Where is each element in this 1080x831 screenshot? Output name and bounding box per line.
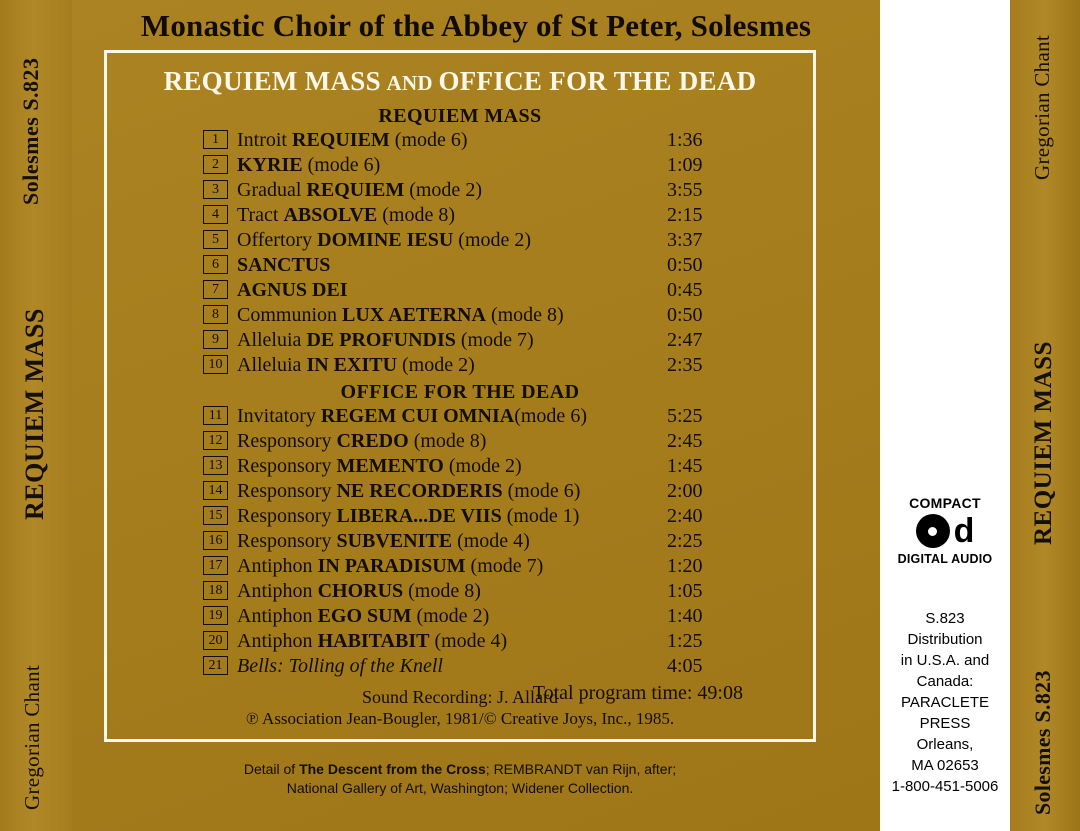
track-duration: 1:05 [667, 580, 703, 602]
track-row [107, 354, 813, 379]
track-title: Antiphon CHORUS (mode 8) [237, 580, 481, 602]
track-number: 13 [203, 456, 228, 475]
track-title: Responsory SUBVENITE (mode 4) [237, 530, 530, 552]
credit-sound-recording: Sound Recording: J. Allard [362, 687, 558, 707]
track-row [107, 129, 813, 154]
tracklist-frame [104, 50, 816, 742]
album-title-main: REQUIEM MASS [163, 66, 381, 96]
track-row [107, 229, 813, 254]
right-spine [1010, 0, 1080, 831]
artwork-artist: ; REMBRANDT van Rijn, after; [485, 761, 677, 777]
distribution-line4: PARACLETE [900, 694, 990, 711]
left-spine-genre: Gregorian Chant [20, 664, 44, 810]
track-number: 8 [203, 305, 228, 324]
track-title: Antiphon HABITABIT (mode 4) [237, 630, 508, 652]
artwork-title: The Descent from the Cross [299, 761, 486, 777]
track-row [107, 480, 813, 505]
cd-disc-icon [880, 512, 1010, 550]
track-number: 14 [203, 481, 228, 500]
track-title: Invitatory REGEM CUI OMNIA(mode 6) [237, 405, 587, 427]
track-row [107, 204, 813, 229]
track-row [107, 555, 813, 580]
tracklist [107, 103, 813, 705]
track-row [107, 655, 813, 680]
track-title: Bells: Tolling of the Knell [237, 655, 443, 677]
track-row [107, 154, 813, 179]
track-title: Offertory DOMINE IESU (mode 2) [237, 229, 532, 251]
track-number: 21 [203, 656, 228, 675]
track-row [107, 530, 813, 555]
track-number: 9 [203, 330, 228, 349]
artwork-detail [104, 760, 816, 798]
cd-compact-label: COMPACT [909, 495, 981, 511]
track-duration: 2:00 [667, 480, 703, 502]
track-number: 4 [203, 205, 228, 224]
track-duration: 2:47 [667, 329, 703, 351]
track-duration: 0:50 [667, 254, 703, 276]
section-heading-office: OFFICE FOR THE DEAD [340, 381, 580, 403]
track-row [107, 279, 813, 304]
track-title: AGNUS DEI [237, 279, 348, 301]
track-row [107, 304, 813, 329]
distribution-line7: MA 02653 [911, 757, 979, 774]
left-spine-title: REQUIEM MASS [20, 308, 49, 520]
left-spine [0, 0, 72, 831]
track-duration: 2:25 [667, 530, 703, 552]
track-title: Introit REQUIEM (mode 6) [237, 129, 468, 151]
track-title: SANCTUS [237, 254, 331, 276]
track-title: Responsory MEMENTO (mode 2) [237, 455, 522, 477]
back-cover-panel [72, 0, 880, 831]
album-title-and: AND [380, 71, 439, 95]
compact-disc-logo [880, 495, 1010, 566]
right-spine-title: REQUIEM MASS [1030, 341, 1057, 545]
track-duration: 1:25 [667, 630, 703, 652]
distribution-line1: Distribution [907, 631, 983, 648]
track-number: 10 [203, 355, 228, 374]
track-row [107, 505, 813, 530]
track-row [107, 405, 813, 430]
track-title: Communion LUX AETERNA (mode 8) [237, 304, 564, 326]
track-row [107, 630, 813, 655]
distribution-phone: 1-800-451-5006 [891, 778, 999, 795]
cd-digital-audio-label: DIGITAL AUDIO [897, 552, 993, 566]
track-row [107, 605, 813, 630]
track-row [107, 179, 813, 204]
track-title: Antiphon IN PARADISUM (mode 7) [237, 555, 544, 577]
track-title: Responsory LIBERA...DE VIIS (mode 1) [237, 505, 580, 527]
right-info-panel [880, 0, 1010, 831]
track-number: 20 [203, 631, 228, 650]
track-number: 18 [203, 581, 228, 600]
distribution-line5: PRESS [919, 715, 971, 732]
section-heading-mass: REQUIEM MASS [378, 105, 542, 127]
track-number: 6 [203, 255, 228, 274]
track-duration: 2:45 [667, 430, 703, 452]
track-title: Antiphon EGO SUM (mode 2) [237, 605, 490, 627]
track-number: 5 [203, 230, 228, 249]
album-title [107, 66, 813, 97]
track-duration: 1:36 [667, 129, 703, 151]
credits [107, 687, 813, 729]
distribution-line6: Orleans, [916, 736, 974, 753]
album-title-rest: OFFICE FOR THE DEAD [438, 66, 757, 96]
artist-name: Monastic Choir of the Abbey of St Peter, Solesmes [140, 8, 812, 43]
track-number: 16 [203, 531, 228, 550]
track-duration: 5:25 [667, 405, 703, 427]
track-number: 11 [203, 406, 228, 425]
track-group-mass [107, 129, 813, 379]
track-title: KYRIE (mode 6) [237, 154, 381, 176]
track-title: Tract ABSOLVE (mode 8) [237, 204, 455, 226]
track-title: Responsory NE RECORDERIS (mode 6) [237, 480, 581, 502]
track-number: 1 [203, 130, 228, 149]
right-spine-genre: Gregorian Chant [1030, 34, 1054, 180]
track-duration: 0:45 [667, 279, 703, 301]
track-duration: 1:20 [667, 555, 703, 577]
distribution-line2: in U.S.A. and [900, 652, 990, 669]
track-duration: 1:40 [667, 605, 703, 627]
track-row [107, 254, 813, 279]
track-duration: 1:45 [667, 455, 703, 477]
track-duration: 1:09 [667, 154, 703, 176]
track-number: 7 [203, 280, 228, 299]
disc-circle-icon [916, 514, 950, 548]
track-number: 17 [203, 556, 228, 575]
left-spine-catalog: Solesmes S.823 [18, 57, 43, 205]
artwork-detail-prefix: Detail of [243, 761, 300, 777]
distribution-catalog: S.823 [925, 610, 965, 627]
right-spine-catalog: Solesmes S.823 [1030, 670, 1055, 815]
track-row [107, 430, 813, 455]
track-duration: 2:40 [667, 505, 703, 527]
track-duration: 3:37 [667, 229, 703, 251]
credit-copyright: ℗ Association Jean-Bougler, 1981/© Creative Joys, Inc., 1985. [245, 709, 675, 728]
track-title: Responsory CREDO (mode 8) [237, 430, 487, 452]
cd-letters: d [953, 512, 975, 550]
total-program-time: Total program time: 49:08 [532, 682, 743, 704]
track-row [107, 329, 813, 354]
track-duration: 2:15 [667, 204, 703, 226]
track-number: 2 [203, 155, 228, 174]
distribution-line3: Canada: [916, 673, 974, 690]
distribution-info [880, 608, 1010, 797]
track-duration: 3:55 [667, 179, 703, 201]
track-row [107, 580, 813, 605]
track-group-office [107, 405, 813, 680]
track-number: 15 [203, 506, 228, 525]
track-number: 19 [203, 606, 228, 625]
track-duration: 4:05 [667, 655, 703, 677]
track-title: Gradual REQUIEM (mode 2) [237, 179, 482, 201]
track-duration: 2:35 [667, 354, 703, 376]
track-title: Alleluia IN EXITU (mode 2) [237, 354, 475, 376]
track-row [107, 455, 813, 480]
track-number: 12 [203, 431, 228, 450]
track-duration: 0:50 [667, 304, 703, 326]
track-title: Alleluia DE PROFUNDIS (mode 7) [237, 329, 534, 351]
artwork-detail-line1 [104, 760, 816, 779]
artwork-detail-line2: National Gallery of Art, Washington; Widener Collection. [286, 780, 634, 796]
track-number: 3 [203, 180, 228, 199]
